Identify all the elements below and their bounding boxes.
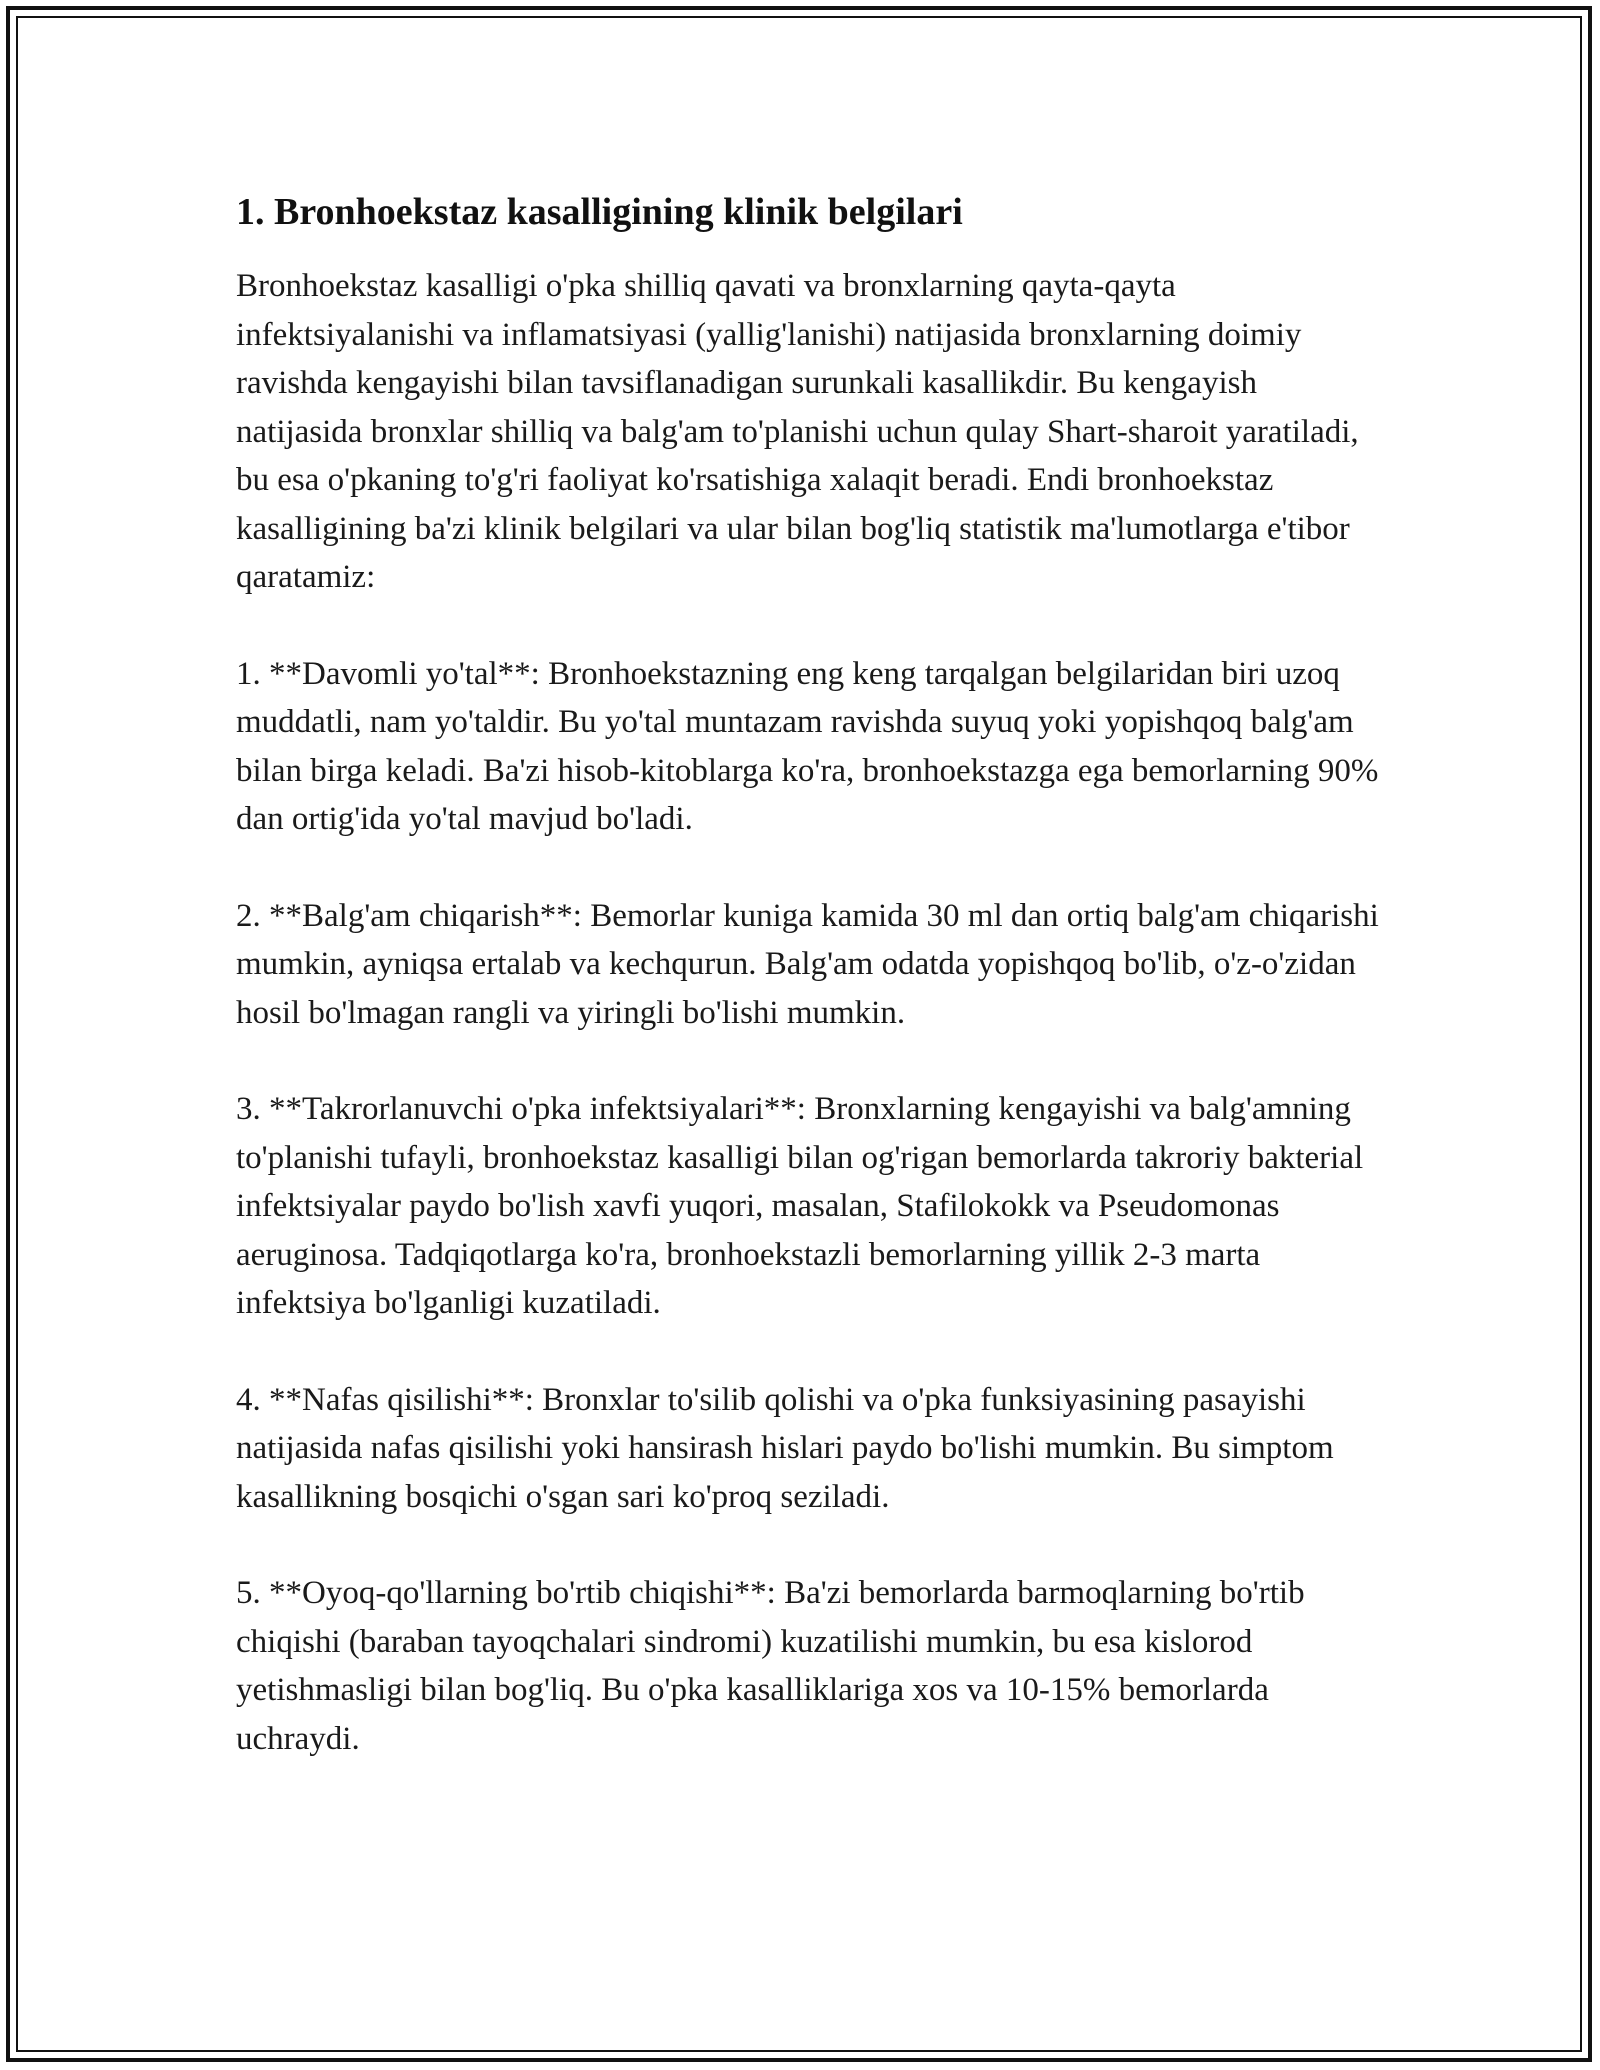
- symptom-sputum-paragraph: 2. **Balg'am chiqarish**: Bemorlar kuniga kamida 30 ml dan ortiq balg'am chiqarishi mumkin, ayniqsa ertalab va kechqurun. Balg'am odatda yopishqoq bo'lib, o'z-o'zidan hosil bo'lmagan rangli va yiringli bo'lishi mumkin.: [236, 897, 1379, 1031]
- document-body: [236, 184, 1386, 1811]
- symptom-cough-paragraph: 1. **Davomli yo'tal**: Bronhoekstazning eng keng tarqalgan belgilaridan biri uzoq muddatli, nam yo'taldir. Bu yo'tal muntazam ravishda suyuq yoki yopishqoq balg'am bilan birga keladi. Ba'zi hisob-kitoblarga ko'ra, bronhoekstazga ega bemorlarning 90% dan ortig'ida yo'tal mavjud bo'ladi.: [236, 655, 1379, 837]
- section-heading: 1. Bronhoekstaz kasalligining klinik belgilari: [236, 191, 963, 233]
- symptom-dyspnea-paragraph: 4. **Nafas qisilishi**: Bronxlar to'silib qolishi va o'pka funksiyasining pasayishi natijasida nafas qisilishi yoki hansirash hislari paydo bo'lishi mumkin. Bu simptom kasallikning bosqichi o'sgan sari ko'proq seziladi.: [236, 1381, 1334, 1515]
- symptom-infections-paragraph: 3. **Takrorlanuvchi o'pka infektsiyalari**: Bronxlarning kengayishi va balg'amning to'planishi tufayli, bronhoekstaz kasalligi bilan og'rigan bemorlarda takroriy bakterial infektsiyalar paydo bo'lish xavfi yuqori, masalan, Stafilokokk va Pseudomonas aeruginosa. Tadqiqotlarga ko'ra, bronhoekstazli bemorlarning yillik 2-3 marta infektsiya bo'lganligi kuzatiladi.: [236, 1091, 1364, 1321]
- symptom-clubbing-paragraph: 5. **Oyoq-qo'llarning bo'rtib chiqishi**: Ba'zi bemorlarda barmoqlarning bo'rtib chiqishi (baraban tayoqchalari sindromi) kuzatilishi mumkin, bu esa kislorod yetishmasligi bilan bog'liq. Bu o'pka kasalliklariga xos va 10-15% bemorlarda uchraydi.: [236, 1575, 1305, 1757]
- intro-paragraph: Bronhoekstaz kasalligi o'pka shilliq qavati va bronxlarning qayta-qayta infektsiyalanishi va inflamatsiyasi (yallig'lanishi) natijasida bronxlarning doimiy ravishda kengayishi bilan tavsiflanadigan surunkali kasallikdir. Bu kengayish natijasida bronxlar shilliq va balg'am to'planishi uchun qulay Shart-sharoit yaratiladi, bu esa o'pkaning to'g'ri faoliyat ko'rsatishiga xalaqit beradi. Endi bronhoekstaz kasalligining ba'zi klinik belgilari va ular bilan bog'liq statistik ma'lumotlarga e'tibor qaratamiz:: [236, 268, 1359, 595]
